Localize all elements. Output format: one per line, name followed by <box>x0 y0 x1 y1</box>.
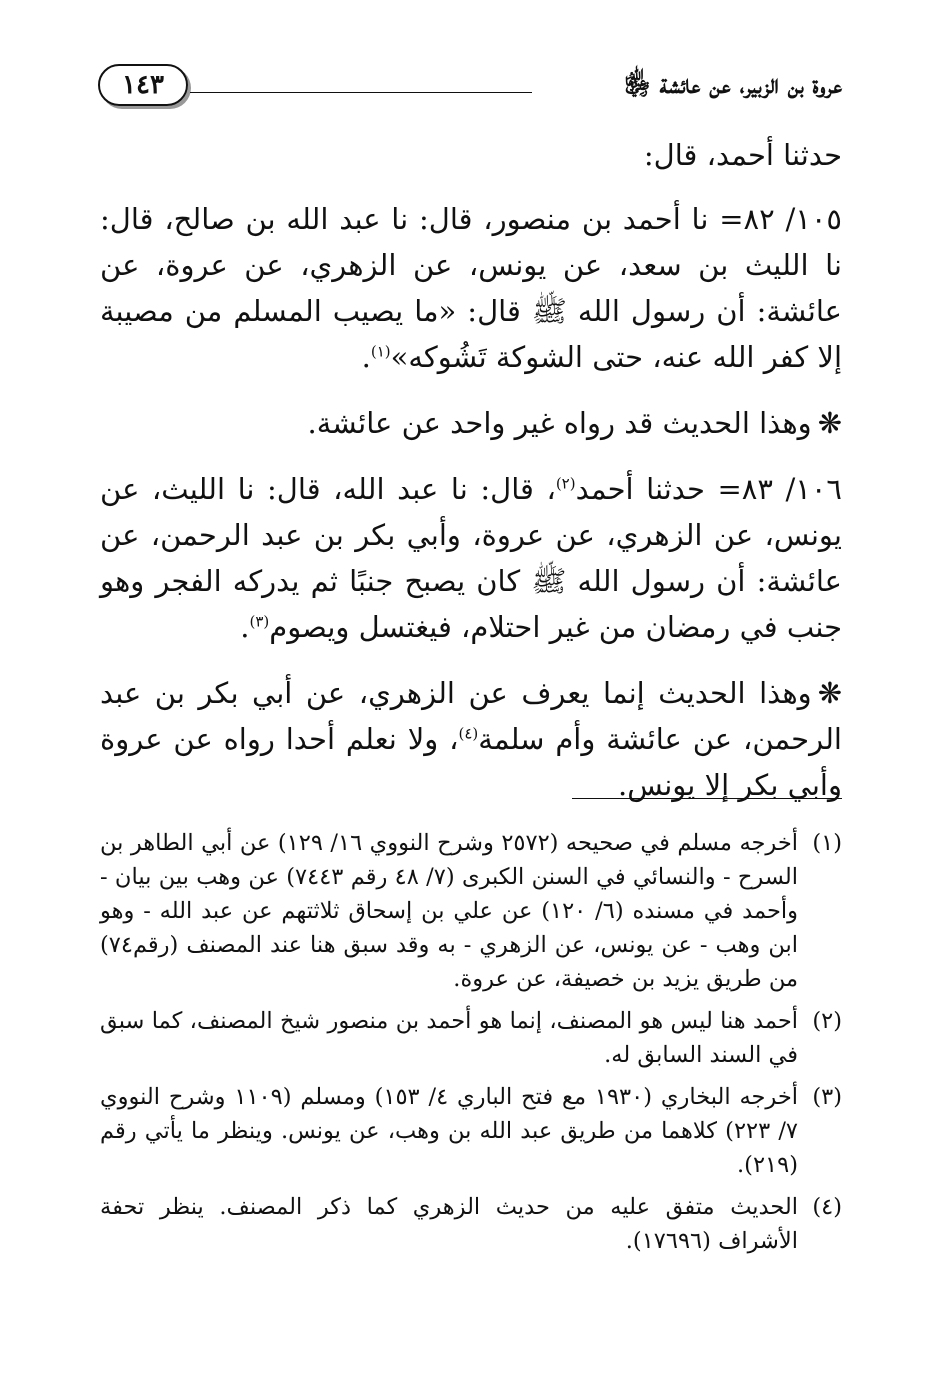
hadith-106-end: . <box>240 610 250 644</box>
hadith-106-text-a: ١٠٦/ ٨٣= حدثنا أحمد <box>575 472 842 506</box>
note-106-text-b: ، ولا نعلم أحدا رواه عن عروة وأبي بكر إلا يونس. <box>100 722 842 802</box>
footnote-number: (٤) <box>812 1194 842 1220</box>
main-text <box>100 132 842 828</box>
footnote-3 <box>100 1080 842 1182</box>
note-105-text: وهذا الحديث قد رواه غير واحد عن عائشة. <box>307 406 812 440</box>
footnote-ref-2: (٢) <box>555 474 576 493</box>
note-105 <box>100 400 842 446</box>
footnote-ref-3: (٣) <box>249 612 270 631</box>
note-106 <box>100 670 842 808</box>
footnotes <box>100 826 842 1266</box>
footnote-ref-1: (١) <box>370 342 391 361</box>
footnote-number: (٢) <box>812 1008 842 1034</box>
hadith-105 <box>100 196 842 380</box>
intro-line <box>100 132 842 178</box>
footnote-2 <box>100 1004 842 1072</box>
page-number-frame <box>98 64 188 106</box>
footnote-text: أخرجه البخاري (١٩٣٠ مع فتح الباري ٤/ ١٥٣) ومسلم (١١٠٩ وشرح النووي ٧/ ٢٢٣) كلاهما من طريق عبد الله بن وهب، عن يونس. وينظر ما يأتي رقم (٢١٩). <box>100 1084 799 1178</box>
footnote-separator <box>572 798 842 799</box>
footnote-number: (١) <box>812 830 842 856</box>
footnote-text: أحمد هنا ليس هو المصنف، إنما هو أحمد بن منصور شيخ المصنف، كما سبق في السند السابق له. <box>100 1008 798 1068</box>
footnote-1 <box>100 826 842 996</box>
footnote-text: الحديث متفق عليه من حديث الزهري كما ذكر المصنف. ينظر تحفة الأشراف (١٧٦٩٦). <box>100 1194 798 1254</box>
footnote-number: (٣) <box>812 1084 842 1110</box>
page-header <box>98 62 842 114</box>
hadith-105-text: ١٠٥/ ٨٢= نا أحمد بن منصور، قال: نا عبد الله بن صالح، قال: نا الليث بن سعد، عن يونس، عن الزهري، عن عروة، عن عائشة: أن رسول الله ﷺ قال: «ما يصيب المسلم من مصيبة إلا كفر الله عنه، حتى الشوكة تَشُوكه» <box>100 202 842 374</box>
hadith-106 <box>100 466 842 650</box>
footnote-text: أخرجه مسلم في صحيحه (٢٥٧٢ وشرح النووي ١٦/ ١٢٩) عن أبي الطاهر بن السرح - والنسائي في السنن الكبرى (٧/ ٤٨ رقم ٧٤٤٣) عن وهب بين بيان - وأحمد في مسنده (٦/ ١٢٠) عن علي بن إسحاق ثلاثتهم عن عبد الله - وهو ابن وهب - عن يونس، عن الزهري - به وقد سبق هنا عند المصنف (رقم٧٤) من طريق يزيد بن خصيفة، عن عروة. <box>100 830 799 992</box>
footnote-4 <box>100 1190 842 1258</box>
star-icon: ❋ <box>817 676 842 710</box>
hadith-106-text-b: ، قال: نا عبد الله، قال: نا الليث، عن يونس، عن الزهري، عن عروة، وأبي بكر بن عبد الرحمن، عن عائشة: أن رسول الله ﷺ كان يصبح جنبًا ثم يدركه الفجر وهو جنب في رمضان من غير احتلام، فيغتسل ويصوم <box>100 472 842 644</box>
page-number: ١٤٣ <box>122 70 164 100</box>
footnote-ref-4: (٤) <box>458 724 479 743</box>
star-icon: ❋ <box>817 406 842 440</box>
running-title: عروة بن الزبير، عن عائشة ﵂ <box>624 70 842 100</box>
hadith-105-end: . <box>361 340 371 374</box>
header-rule <box>190 92 532 93</box>
intro-text: حدثنا أحمد، قال: <box>643 138 842 172</box>
note-106-text-a: وهذا الحديث إنما يعرف عن الزهري، عن أبي بكر بن عبد الرحمن، عن عائشة وأم سلمة <box>100 676 842 756</box>
